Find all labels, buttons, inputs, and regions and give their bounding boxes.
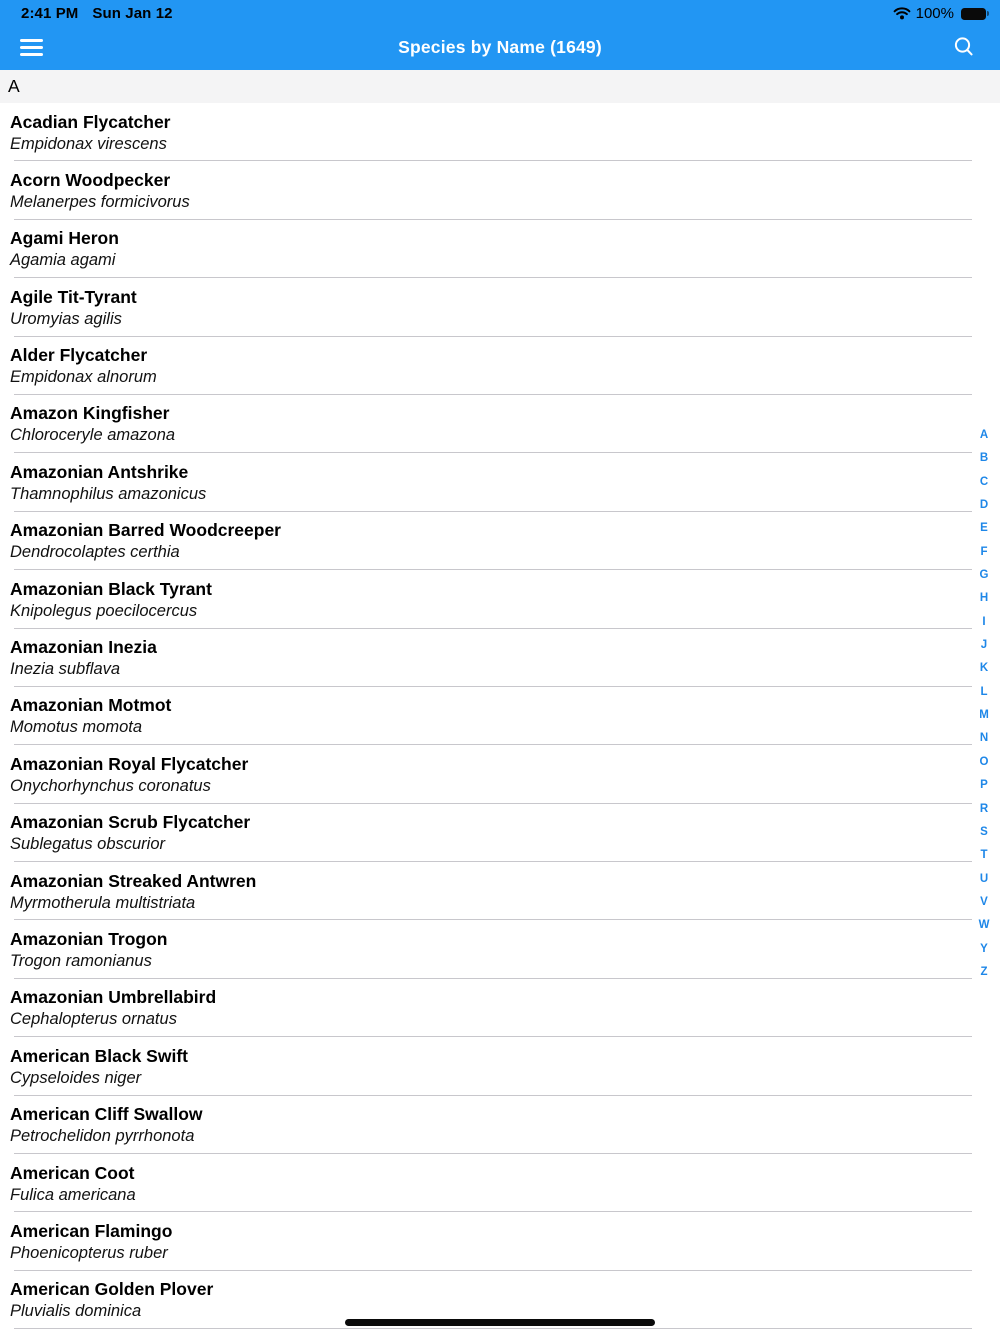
index-letter-W[interactable]: W — [978, 919, 990, 932]
species-common-name: Amazonian Barred Woodcreeper — [10, 520, 281, 541]
home-indicator[interactable] — [345, 1319, 655, 1326]
wifi-icon — [893, 7, 911, 20]
species-scientific-name: Onychorhynchus coronatus — [10, 776, 211, 795]
species-scientific-name: Dendrocolaptes certhia — [10, 543, 180, 562]
status-right — [893, 2, 986, 22]
status-date: Sun Jan 12 — [92, 5, 173, 22]
index-letter-G[interactable]: G — [979, 569, 989, 582]
species-scientific-name: Trogon ramonianus — [10, 951, 152, 970]
index-letter-T[interactable]: T — [980, 849, 988, 862]
species-scientific-name: Myrmotherula multistriata — [10, 893, 196, 912]
index-letter-K[interactable]: K — [979, 662, 989, 675]
species-scientific-name: Melanerpes formicivorus — [10, 192, 190, 211]
species-row[interactable] — [0, 1212, 1000, 1270]
index-letter-M[interactable]: M — [979, 709, 989, 722]
species-common-name: Acorn Woodpecker — [10, 169, 171, 190]
species-row[interactable] — [0, 1096, 1000, 1154]
search-icon — [952, 35, 976, 59]
species-row[interactable] — [0, 453, 1000, 511]
species-common-name: Amazonian Royal Flycatcher — [10, 753, 249, 774]
species-common-name: American Flamingo — [10, 1220, 173, 1241]
status-left — [21, 2, 173, 22]
species-common-name: American Black Swift — [10, 1045, 188, 1066]
index-letter-S[interactable]: S — [980, 825, 988, 838]
index-letter-R[interactable]: R — [979, 802, 989, 815]
species-row[interactable] — [0, 395, 1000, 453]
index-letter-D[interactable]: D — [979, 499, 989, 512]
species-row[interactable] — [0, 278, 1000, 336]
species-scientific-name: Agamia agami — [10, 251, 116, 270]
species-row[interactable] — [0, 103, 1000, 161]
index-letter-Y[interactable]: Y — [980, 942, 988, 955]
species-scientific-name: Chloroceryle amazona — [10, 426, 176, 445]
species-row[interactable] — [0, 745, 1000, 803]
species-row[interactable] — [0, 1037, 1000, 1095]
page-title: Species by Name (1649) — [398, 36, 602, 57]
species-common-name: Agile Tit-Tyrant — [10, 286, 137, 307]
index-letter-P[interactable]: P — [980, 779, 988, 792]
index-letter-H[interactable]: H — [979, 592, 989, 605]
section-header-A — [0, 70, 1000, 103]
species-row[interactable] — [0, 220, 1000, 278]
species-common-name: Amazon Kingfisher — [10, 403, 170, 424]
battery-icon — [961, 8, 986, 20]
species-row[interactable] — [0, 512, 1000, 570]
status-time: 2:41 PM — [21, 5, 79, 22]
species-row[interactable] — [0, 687, 1000, 745]
species-scientific-name: Empidonax virescens — [10, 134, 167, 153]
index-letter-A[interactable]: A — [979, 429, 989, 441]
species-common-name: Acadian Flycatcher — [10, 111, 171, 132]
species-row[interactable] — [0, 161, 1000, 219]
species-scientific-name: Sublegatus obscurior — [10, 835, 166, 854]
species-row[interactable] — [0, 979, 1000, 1037]
index-letter-N[interactable]: N — [979, 732, 989, 745]
species-scientific-name: Petrochelidon pyrrhonota — [10, 1127, 195, 1146]
species-row[interactable] — [0, 920, 1000, 978]
app-header — [0, 0, 1000, 70]
species-scientific-name: Empidonax alnorum — [10, 368, 157, 387]
species-scientific-name: Momotus momota — [10, 718, 143, 737]
species-common-name: Amazonian Black Tyrant — [10, 578, 212, 599]
search-button[interactable] — [949, 32, 979, 62]
species-scientific-name: Phoenicopterus ruber — [10, 1243, 168, 1262]
index-letter-J[interactable]: J — [980, 639, 988, 652]
species-common-name: American Coot — [10, 1162, 135, 1183]
species-row[interactable] — [0, 1154, 1000, 1212]
species-row[interactable] — [0, 804, 1000, 862]
species-common-name: Amazonian Streaked Antwren — [10, 870, 257, 891]
index-letter-L[interactable]: L — [980, 685, 988, 698]
index-letter-C[interactable]: C — [979, 475, 989, 488]
species-common-name: Amazonian Inezia — [10, 637, 157, 658]
species-row[interactable] — [0, 570, 1000, 628]
index-letter-E[interactable]: E — [980, 522, 988, 535]
species-common-name: Amazonian Trogon — [10, 928, 168, 949]
index-letter-F[interactable]: F — [980, 545, 988, 558]
alphabet-index — [976, 424, 992, 984]
species-scientific-name: Pluvialis dominica — [10, 1302, 142, 1321]
species-scientific-name: Cephalopterus ornatus — [10, 1010, 177, 1029]
species-common-name: American Cliff Swallow — [10, 1104, 203, 1125]
section-letter: A — [8, 76, 20, 96]
status-bar — [0, 0, 1000, 24]
index-letter-I[interactable]: I — [982, 615, 986, 628]
species-scientific-name: Inezia subflava — [10, 660, 121, 679]
species-common-name: Amazonian Umbrellabird — [10, 987, 217, 1008]
species-scientific-name: Knipolegus poecilocercus — [10, 601, 198, 620]
species-row[interactable] — [0, 629, 1000, 687]
species-row[interactable] — [0, 337, 1000, 395]
species-scientific-name: Uromyias agilis — [10, 309, 122, 328]
index-letter-Z[interactable]: Z — [980, 965, 988, 978]
index-letter-U[interactable]: U — [979, 872, 989, 885]
species-common-name: Amazonian Scrub Flycatcher — [10, 812, 251, 833]
battery-percent: 100% — [915, 5, 954, 22]
species-scientific-name: Thamnophilus amazonicus — [10, 484, 207, 503]
index-letter-V[interactable]: V — [980, 895, 988, 908]
species-scientific-name: Fulica americana — [10, 1185, 136, 1204]
species-list — [0, 103, 1000, 1334]
species-row[interactable] — [0, 862, 1000, 920]
species-common-name: Amazonian Antshrike — [10, 461, 189, 482]
index-letter-B[interactable]: B — [979, 452, 989, 465]
species-scientific-name: Cypseloides niger — [10, 1068, 142, 1087]
species-common-name: Agami Heron — [10, 228, 119, 249]
species-common-name: Alder Flycatcher — [10, 345, 148, 366]
navbar — [0, 24, 1000, 70]
species-common-name: Amazonian Motmot — [10, 695, 172, 716]
index-letter-O[interactable]: O — [979, 755, 989, 768]
species-common-name: American Golden Plover — [10, 1279, 214, 1300]
